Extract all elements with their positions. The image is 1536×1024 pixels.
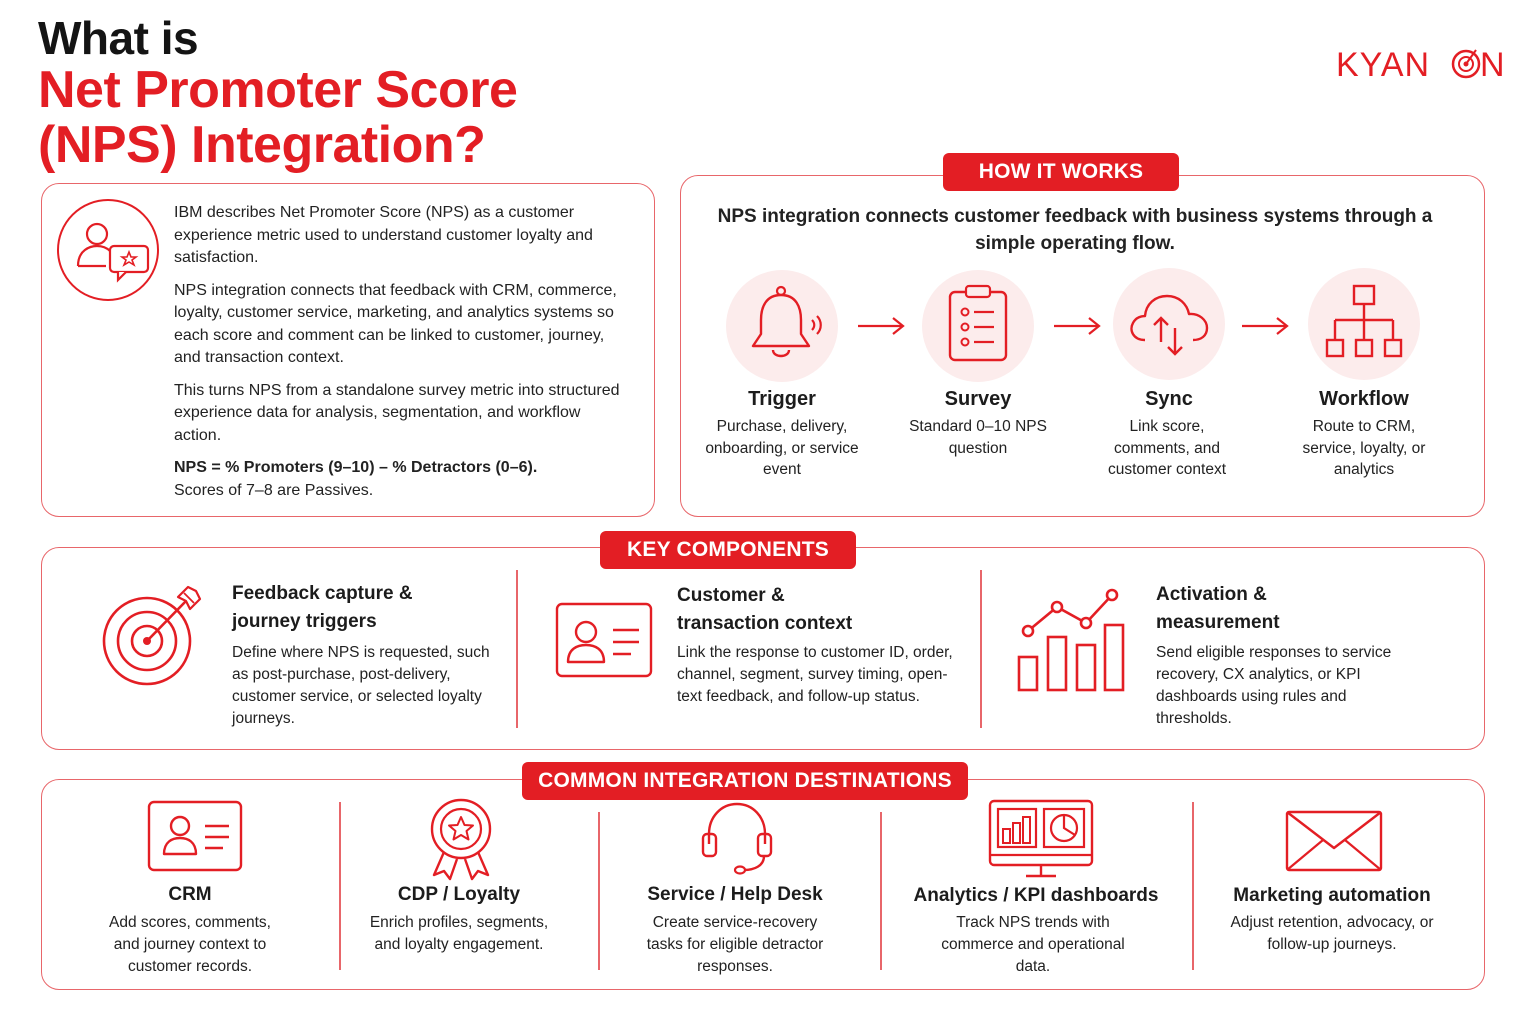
- destination-service-desc: Create service-recovery tasks for eligible detractor responses.: [646, 914, 824, 975]
- envelope-icon: [1285, 810, 1383, 872]
- step-survey-title: Survey: [944, 388, 1012, 410]
- monitor-dashboard-icon: [988, 799, 1094, 881]
- destination-divider: [598, 812, 600, 970]
- step-survey-desc: Standard 0–10 NPS question: [909, 418, 1047, 457]
- svg-text:KYAN: KYAN: [1336, 46, 1431, 84]
- award-badge-icon: [426, 797, 496, 881]
- destination-crm-title: CRM: [168, 884, 212, 905]
- arrow-right-icon: [1240, 316, 1290, 336]
- hierarchy-icon: [1308, 268, 1420, 380]
- step-trigger-title: Trigger: [748, 388, 816, 410]
- how-it-works-label: HOW IT WORKS: [943, 153, 1179, 191]
- bell-icon: [726, 270, 838, 382]
- destination-divider: [1192, 802, 1194, 970]
- destinations-label: COMMON INTEGRATION DESTINATIONS: [522, 762, 968, 800]
- destination-cdp-title: CDP / Loyalty: [397, 884, 521, 905]
- intro-text: [174, 202, 624, 502]
- svg-text:N: N: [1480, 46, 1505, 84]
- component-2-title: Customer & transaction context: [677, 585, 853, 634]
- destination-crm-desc: Add scores, comments, and journey context to customer records.: [109, 914, 271, 975]
- headset-icon: [700, 800, 774, 876]
- component-1-desc: Define where NPS is requested, such as post-purchase, post-delivery, customer service, or selected loyalty journeys.: [232, 644, 490, 727]
- intro-paragraph-2: NPS integration connects that feedback with CRM, commerce, loyalty, customer service, marketing, and analytics systems so each score and comment can be linked to customer, journey, and transaction context.: [174, 281, 617, 366]
- contact-card-icon: [147, 800, 243, 872]
- step-sync-title: Sync: [1145, 388, 1193, 410]
- bar-line-chart-icon: [1015, 585, 1127, 695]
- title-line-1: What is: [38, 12, 199, 64]
- destination-cdp-desc: Enrich profiles, segments, and loyalty engagement.: [369, 914, 549, 953]
- id-card-icon: [555, 602, 655, 678]
- destination-analytics-desc: Track NPS trends with commerce and operational data.: [941, 914, 1125, 975]
- step-trigger-desc: Purchase, delivery, onboarding, or service event: [705, 418, 859, 478]
- destination-analytics-title: Analytics / KPI dashboards: [913, 885, 1159, 906]
- title-line-2: Net Promoter Score: [38, 60, 518, 119]
- arrow-right-icon: [1052, 316, 1102, 336]
- destination-marketing-desc: Adjust retention, advocacy, or follow-up journeys.: [1230, 914, 1434, 953]
- clipboard-list-icon: [922, 270, 1034, 382]
- page-title: [38, 14, 517, 173]
- component-3-title: Activation & measurement: [1156, 584, 1280, 633]
- destination-service-title: Service / Help Desk: [647, 884, 823, 905]
- intro-paragraph-1: IBM describes Net Promoter Score (NPS) as a customer experience metric used to understand customer loyalty and satisfaction.: [174, 204, 593, 266]
- arrow-right-icon: [856, 316, 906, 336]
- destination-divider: [880, 812, 882, 970]
- target-arrow-icon: [100, 583, 210, 693]
- kyanon-logo: [1336, 42, 1506, 86]
- component-divider: [516, 570, 518, 728]
- step-workflow-title: Workflow: [1319, 388, 1409, 410]
- how-it-works-subtitle: NPS integration connects customer feedback with business systems through a simple operating flow.: [717, 206, 1433, 254]
- title-line-3: (NPS) Integration?: [38, 115, 486, 174]
- destination-divider: [339, 802, 341, 970]
- nps-formula: NPS = % Promoters (9–10) – % Detractors (0–6).: [174, 459, 538, 476]
- intro-paragraph-3: This turns NPS from a standalone survey metric into structured experience data for analysis, segmentation, and workflow action.: [174, 381, 620, 444]
- user-star-chat-icon: [56, 198, 160, 302]
- step-sync-desc: Link score, comments, and customer context: [1107, 418, 1227, 478]
- component-1-title: Feedback capture & journey triggers: [232, 583, 413, 632]
- passives-note: Scores of 7–8 are Passives.: [174, 481, 374, 499]
- cloud-sync-icon: [1113, 268, 1225, 380]
- component-3-desc: Send eligible responses to service recovery, CX analytics, or KPI dashboards using rules and thresholds.: [1156, 644, 1392, 727]
- component-divider: [980, 570, 982, 728]
- key-components-label: KEY COMPONENTS: [600, 531, 856, 569]
- component-2-desc: Link the response to customer ID, order, channel, segment, survey timing, open-text feedback, and follow-up status.: [677, 644, 953, 705]
- step-workflow-desc: Route to CRM, service, loyalty, or analytics: [1302, 418, 1426, 478]
- destination-marketing-title: Marketing automation: [1233, 885, 1431, 906]
